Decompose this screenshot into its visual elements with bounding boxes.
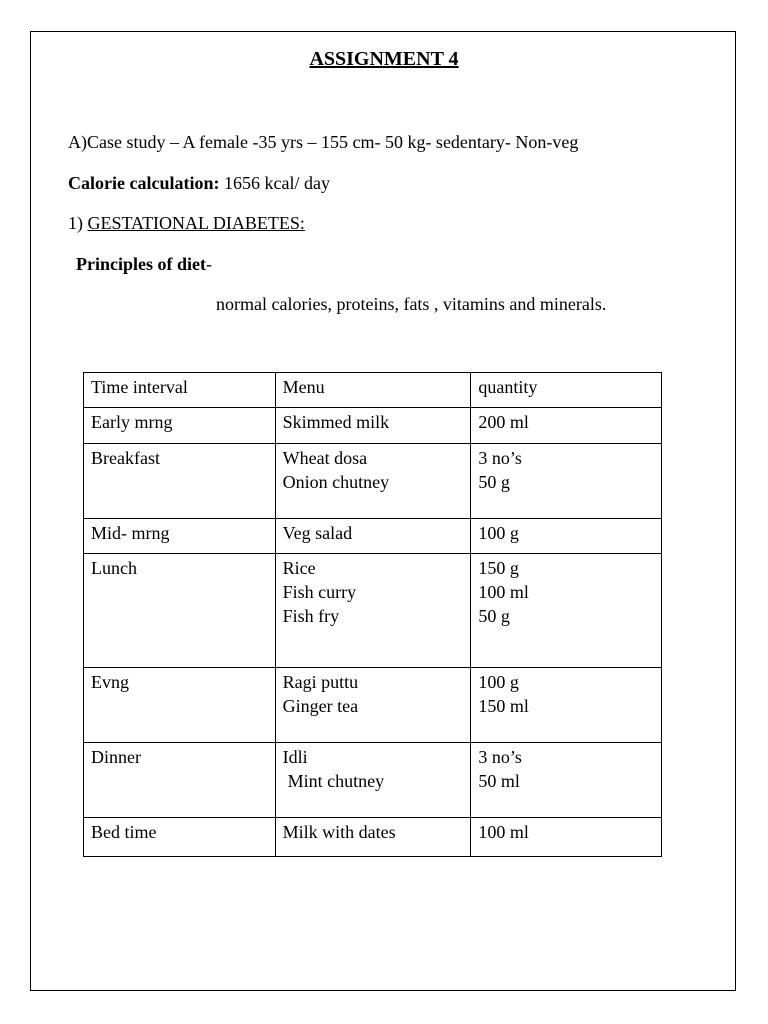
- quantity-cell: [471, 743, 662, 818]
- menu-item: Milk with dates: [282, 822, 396, 842]
- principles-heading: [76, 254, 212, 275]
- quantity-item: 3 no’s: [478, 747, 522, 767]
- principles-dash: -: [205, 254, 212, 274]
- menu-item: Fish fry: [282, 606, 340, 626]
- quantity-item: 50 g: [478, 606, 510, 626]
- table-row: [84, 444, 662, 519]
- menu-cell: [275, 818, 471, 857]
- header-menu: Menu: [275, 373, 471, 408]
- menu-item: Wheat dosa: [282, 448, 368, 468]
- menu-item: Veg salad: [282, 523, 353, 543]
- time-cell: Bed time: [84, 818, 276, 857]
- quantity-item: 150 g: [478, 558, 519, 578]
- quantity-cell: [471, 519, 662, 554]
- principles-label: Principles of diet: [76, 254, 206, 274]
- quantity-cell: [471, 554, 662, 668]
- quantity-item: 100 ml: [478, 582, 529, 602]
- case-study-line: A)Case study – A female -35 yrs – 155 cm- 50 kg- sedentary- Non-veg: [68, 132, 579, 152]
- table-row: [84, 519, 662, 554]
- section-heading: [68, 213, 305, 234]
- menu-item: Ragi puttu: [282, 672, 359, 692]
- menu-item: Onion chutney: [282, 472, 390, 492]
- table-row: [84, 668, 662, 743]
- quantity-item: 50 g: [478, 472, 510, 492]
- menu-cell: [275, 743, 471, 818]
- diet-table: [83, 372, 662, 857]
- menu-item: Idli: [282, 747, 308, 767]
- table-row: [84, 743, 662, 818]
- section-title: GESTATIONAL DIABETES:: [87, 213, 305, 233]
- document-title: ASSIGNMENT 4: [309, 48, 459, 70]
- quantity-item: 100 g: [478, 523, 519, 543]
- principles-text: normal calories, proteins, fats , vitamins and minerals.: [216, 294, 607, 314]
- menu-item: Mint chutney: [287, 771, 385, 791]
- time-cell: Dinner: [84, 743, 276, 818]
- time-cell: Mid- mrng: [84, 519, 276, 554]
- menu-item: Ginger tea: [282, 696, 359, 716]
- menu-cell: [275, 668, 471, 743]
- table-row: [84, 554, 662, 668]
- header-quantity: quantity: [471, 373, 662, 408]
- quantity-item: 200 ml: [478, 412, 529, 432]
- quantity-cell: [471, 408, 662, 444]
- menu-cell: [275, 408, 471, 444]
- menu-cell: [275, 519, 471, 554]
- calorie-label: Calorie calculation:: [68, 173, 220, 193]
- menu-cell: [275, 554, 471, 668]
- quantity-item: 100 ml: [478, 822, 529, 842]
- header-time-interval: Time interval: [84, 373, 276, 408]
- calorie-value: 1656 kcal/ day: [219, 173, 330, 193]
- quantity-cell: [471, 444, 662, 519]
- quantity-item: 150 ml: [478, 696, 529, 716]
- calorie-calculation-line: [68, 173, 330, 194]
- menu-item: Skimmed milk: [282, 412, 390, 432]
- menu-item: Fish curry: [282, 582, 357, 602]
- quantity-cell: [471, 668, 662, 743]
- time-cell: Breakfast: [84, 444, 276, 519]
- quantity-item: 50 ml: [478, 771, 520, 791]
- time-cell: Evng: [84, 668, 276, 743]
- section-number: 1): [68, 213, 88, 233]
- quantity-item: 3 no’s: [478, 448, 522, 468]
- menu-cell: [275, 444, 471, 519]
- time-cell: Lunch: [84, 554, 276, 668]
- menu-item: Rice: [282, 558, 316, 578]
- time-cell: Early mrng: [84, 408, 276, 444]
- table-header-row: [84, 373, 662, 408]
- quantity-item: 100 g: [478, 672, 519, 692]
- table-row: [84, 408, 662, 444]
- table-row: [84, 818, 662, 857]
- quantity-cell: [471, 818, 662, 857]
